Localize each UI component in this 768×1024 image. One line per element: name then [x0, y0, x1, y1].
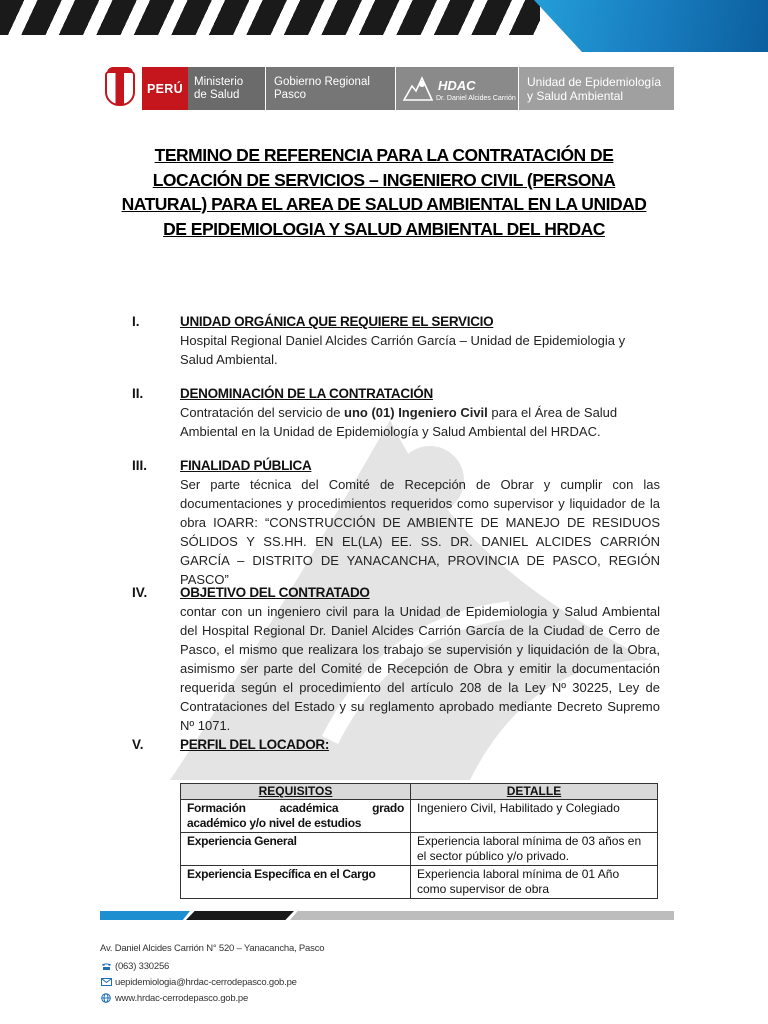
- footer-web-row: [100, 990, 324, 1006]
- ministerio-de-salud-block: [188, 67, 266, 110]
- gobierno-line1: Gobierno Regional: [274, 75, 370, 88]
- footer-web[interactable]: www.hrdac-cerrodepasco.gob.pe: [115, 992, 249, 1004]
- peru-label: PERÚ: [142, 67, 188, 110]
- section-heading: OBJETIVO DEL CONTRATADO: [180, 585, 370, 600]
- detalle-cell: Experiencia laboral mínima de 03 años en el sector público y/o privado.: [411, 833, 658, 866]
- footer-address: Av. Daniel Alcides Carrión N° 520 – Yanacancha, Pasco: [100, 942, 325, 954]
- unidad-line2: y Salud Ambiental: [527, 88, 624, 103]
- body-text-bold: uno (01) Ingeniero Civil: [344, 405, 488, 420]
- email-icon: [100, 977, 112, 987]
- section-heading: DENOMINACIÓN DE LA CONTRATACIÓN: [180, 386, 433, 401]
- footer-email[interactable]: uepidemiologia@hrdac-cerrodepasco.gob.pe: [115, 976, 297, 988]
- section-number: III.: [132, 458, 148, 473]
- section-body: contar con un ingeniero civil para la Unidad de Epidemiologia y Salud Ambiental del Hospital Regional Dr. Daniel Alcides Carrión García de la Ciudad de Cerro de Pasco, el mismo que realizara los trabajo se supervisión y liquidación de la Obra, asimismo ser parte del Comité de Recepción de Obra y emitir la documentación requerida según el procedimiento del artículo 208 de la Ley Nº 30225, Ley de Contrataciones del Estado y su reglamento aprobado mediante Decreto Supremo Nº 1071.: [180, 604, 660, 733]
- footer-email-row: [100, 974, 324, 990]
- requisito-cell: Experiencia General: [181, 833, 411, 866]
- section-heading: FINALIDAD PÚBLICA: [180, 458, 312, 473]
- section-number: V.: [132, 737, 144, 752]
- gobierno-line2: Pasco: [274, 88, 306, 101]
- body-text-post: para el Área de Salud Ambiental en la Unidad de Epidemiología y Salud Ambiental del HRDAC.: [180, 405, 618, 439]
- requirements-table: [180, 783, 658, 899]
- top-decorative-band: [0, 0, 768, 52]
- globe-icon: [100, 993, 112, 1003]
- footer-phone: (063) 330256: [115, 960, 170, 972]
- peru-coat-of-arms-icon: [98, 67, 142, 110]
- footer-divider: [100, 911, 674, 920]
- hdac-logo-block: [396, 67, 519, 110]
- ministerio-line1: Ministerio: [194, 75, 244, 88]
- document-title: TERMINO DE REFERENCIA PARA LA CONTRATACIÓN DE LOCACIÓN DE SERVICIOS – INGENIERO CIVIL (PERSONA NATURAL) PARA EL AREA DE SALUD AMBIENTAL EN LA UNIDAD DE EPIDEMIOLOGIA Y SALUD AMBIENTAL DEL HRDAC: [121, 145, 647, 239]
- hdac-mountain-icon: [402, 72, 434, 104]
- table-row: [181, 866, 658, 899]
- section-body: [180, 403, 660, 441]
- footer-contact: [100, 940, 324, 1006]
- section-number: IV.: [132, 585, 148, 600]
- header-requisitos: REQUISITOS: [181, 784, 411, 800]
- requisito-cell: Experiencia Específica en el Cargo: [181, 866, 411, 899]
- phone-icon: [100, 961, 112, 971]
- header-detalle: DETALLE: [411, 784, 658, 800]
- table-header-row: [181, 784, 658, 800]
- unidad-line1: Unidad de Epidemiología: [527, 74, 662, 89]
- detalle-cell: Ingeniero Civil, Habilitado y Colegiado: [411, 800, 658, 833]
- footer-phone-row: [100, 958, 324, 974]
- section-number: II.: [132, 386, 144, 401]
- section-number: I.: [132, 314, 140, 329]
- unidad-epidemiologia-block: [519, 67, 674, 110]
- hdac-name: HDAC: [438, 78, 476, 93]
- section-body: Hospital Regional Daniel Alcides Carrión García – Unidad de Epidemiologia y Salud Ambiental.: [180, 333, 626, 367]
- gobierno-regional-block: [266, 67, 396, 110]
- requisito-cell: Formación académica grado académico y/o nivel de estudios: [181, 800, 411, 833]
- table-row: [181, 833, 658, 866]
- institutional-logo-bar: [98, 67, 674, 110]
- detalle-cell: Experiencia laboral mínima de 01 Año como supervisor de obra: [411, 866, 658, 899]
- section-body: Ser parte técnica del Comité de Recepción de Obrar y cumplir con las documentaciones y procedimientos requeridos como supervisor y liquidador de la obra IOARR: “CONSTRUCCIÓN DE AMBIENTE DE MANEJO DE RESIDUOS SÓLIDOS Y SS.HH. EN EL(LA) EE. SS. DR. DANIEL ALCIDES CARRIÓN GARCÍA – DISTRITO DE YANACANCHA, PROVINCIA DE PASCO, REGIÓN PASCO”: [180, 477, 660, 587]
- table-row: [181, 800, 658, 833]
- black-stripes: [0, 0, 540, 35]
- section-heading: PERFIL DEL LOCADOR:: [180, 737, 330, 752]
- body-text-pre: Contratación del servicio de: [180, 405, 345, 420]
- section-heading: UNIDAD ORGÁNICA QUE REQUIERE EL SERVICIO: [180, 314, 494, 329]
- ministerio-line2: de Salud: [194, 88, 240, 101]
- hdac-subtitle: Dr. Daniel Alcides Carrión: [436, 95, 516, 102]
